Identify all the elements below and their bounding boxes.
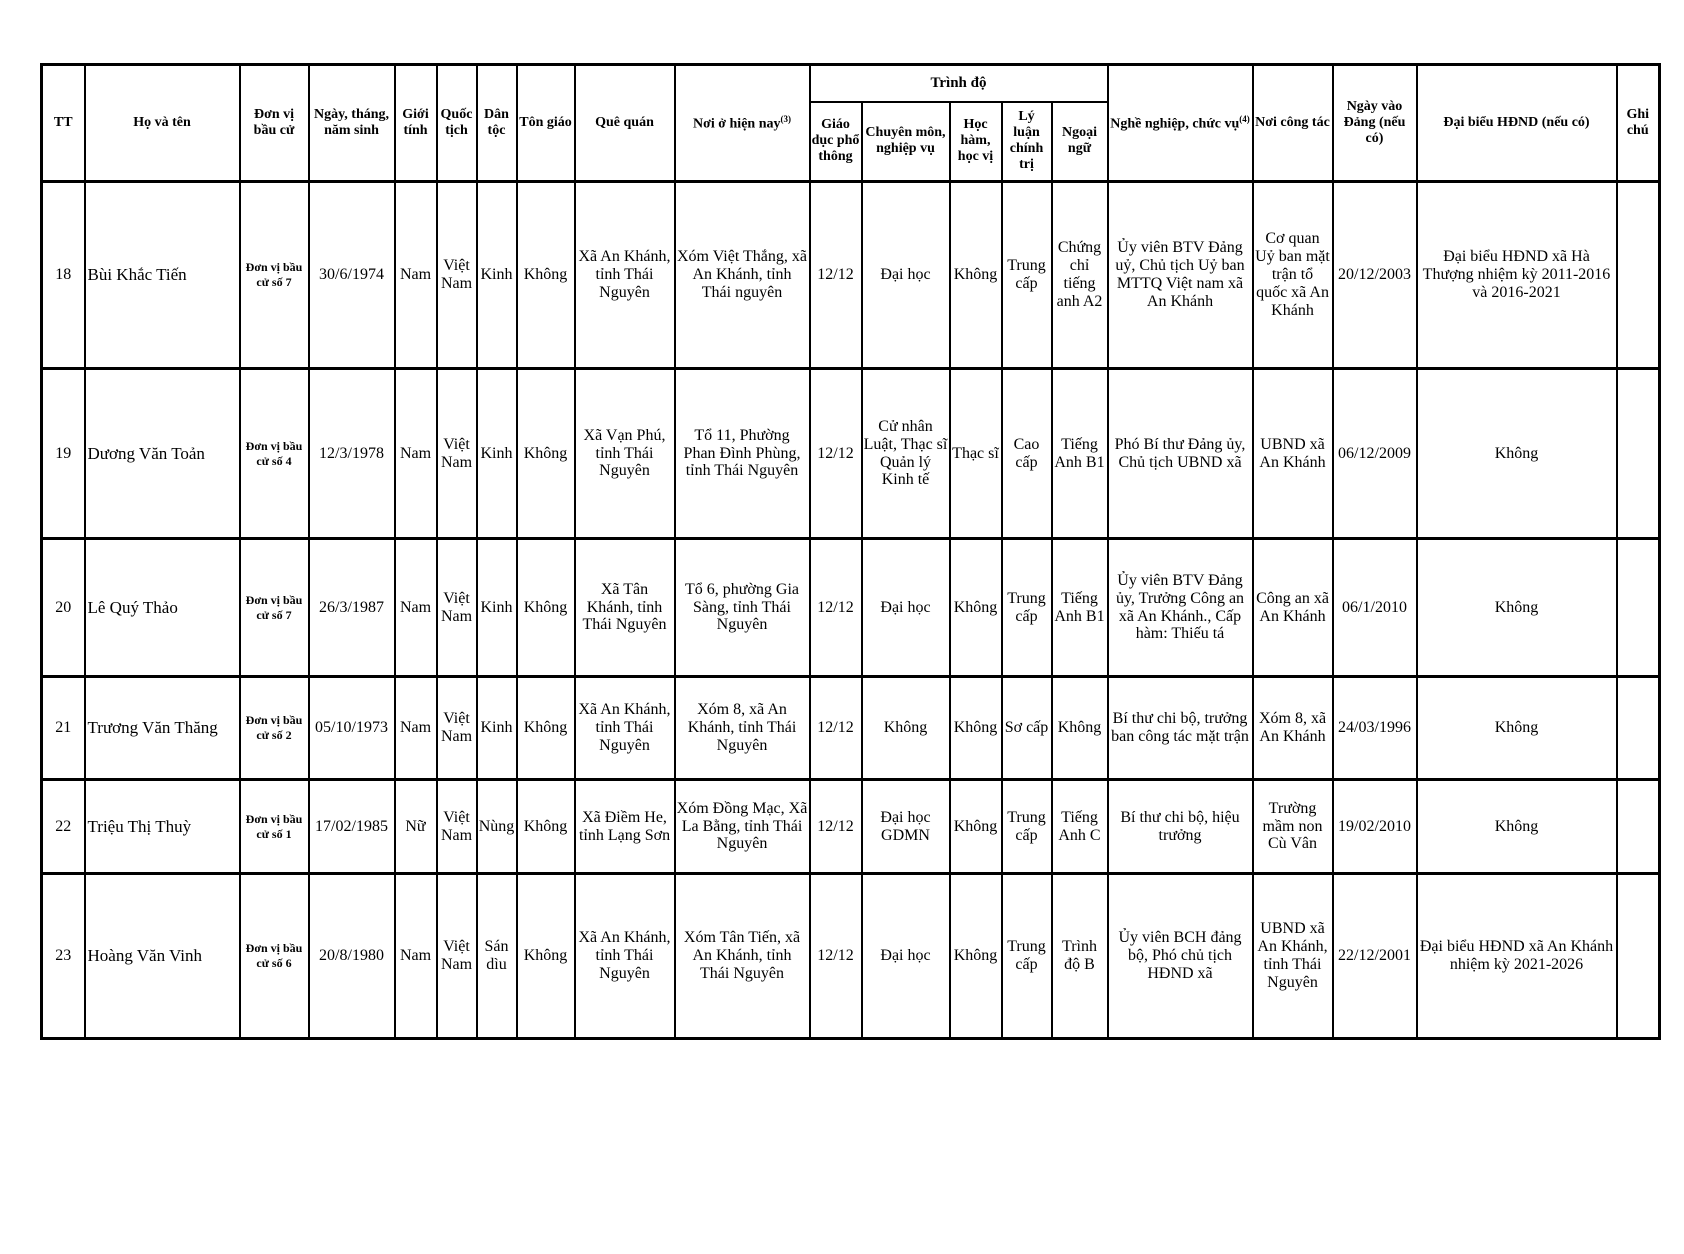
cell-religion: Không bbox=[517, 677, 575, 780]
cell-name: Triệu Thị Thuỳ bbox=[85, 780, 240, 874]
cell-name: Bùi Khắc Tiến bbox=[85, 182, 240, 369]
cell-nationality: Việt Nam bbox=[437, 780, 477, 874]
cell-academic: Không bbox=[950, 182, 1002, 369]
header-residence bbox=[675, 65, 810, 182]
cell-hometown: Xã An Khánh, tỉnh Thái Nguyên bbox=[575, 182, 675, 369]
cell-language: Tiếng Anh B1 bbox=[1052, 539, 1108, 677]
cell-workplace: Cơ quan Uỷ ban mặt trận tổ quốc xã An Khánh bbox=[1253, 182, 1333, 369]
cell-occupation: Ủy viên BTV Đảng uỷ, Chủ tịch Uỷ ban MTTQ Việt nam xã An Khánh bbox=[1108, 182, 1253, 369]
cell-academic: Thạc sĩ bbox=[950, 369, 1002, 539]
header-name: Họ và tên bbox=[85, 65, 240, 182]
cell-ethnicity: Sán dìu bbox=[477, 874, 517, 1039]
cell-nationality: Việt Nam bbox=[437, 182, 477, 369]
cell-dob: 20/8/1980 bbox=[309, 874, 395, 1039]
cell-nationality: Việt Nam bbox=[437, 369, 477, 539]
cell-unit: Đơn vị bầu cử số 1 bbox=[240, 780, 309, 874]
cell-workplace: Trường mầm non Cù Vân bbox=[1253, 780, 1333, 874]
header-language: Ngoại ngữ bbox=[1052, 102, 1108, 182]
header-academic: Học hàm, học vị bbox=[950, 102, 1002, 182]
cell-political: Trung cấp bbox=[1002, 182, 1052, 369]
cell-religion: Không bbox=[517, 539, 575, 677]
table-row bbox=[42, 780, 1660, 874]
cell-dob: 12/3/1978 bbox=[309, 369, 395, 539]
header-edu: Giáo dục phổ thông bbox=[810, 102, 862, 182]
cell-unit: Đơn vị bầu cử số 4 bbox=[240, 369, 309, 539]
cell-academic: Không bbox=[950, 780, 1002, 874]
table-row bbox=[42, 677, 1660, 780]
cell-occupation: Ủy viên BTV Đảng ủy, Trưởng Công an xã An Khánh., Cấp hàm: Thiếu tá bbox=[1108, 539, 1253, 677]
header-party-date: Ngày vào Đảng (nếu có) bbox=[1333, 65, 1417, 182]
cell-note bbox=[1617, 677, 1660, 780]
cell-ethnicity: Kinh bbox=[477, 182, 517, 369]
cell-occupation: Bí thư chi bộ, trưởng ban công tác mặt trận bbox=[1108, 677, 1253, 780]
header-unit: Đơn vị bầu cử bbox=[240, 65, 309, 182]
cell-unit: Đơn vị bầu cử số 7 bbox=[240, 539, 309, 677]
cell-residence: Xóm Tân Tiến, xã An Khánh, tỉnh Thái Nguyên bbox=[675, 874, 810, 1039]
cell-ethnicity: Nùng bbox=[477, 780, 517, 874]
header-occupation-label: Nghề nghiệp, chức vụ bbox=[1110, 116, 1240, 132]
cell-hometown: Xã An Khánh, tỉnh Thái Nguyên bbox=[575, 677, 675, 780]
cell-dob: 05/10/1973 bbox=[309, 677, 395, 780]
cell-ethnicity: Kinh bbox=[477, 677, 517, 780]
cell-unit: Đơn vị bầu cử số 6 bbox=[240, 874, 309, 1039]
cell-gender: Nam bbox=[395, 539, 437, 677]
cell-edu: 12/12 bbox=[810, 780, 862, 874]
cell-workplace: UBND xã An Khánh bbox=[1253, 369, 1333, 539]
table-row bbox=[42, 369, 1660, 539]
cell-professional: Đại học bbox=[862, 539, 950, 677]
cell-note bbox=[1617, 369, 1660, 539]
cell-unit: Đơn vị bầu cử số 2 bbox=[240, 677, 309, 780]
cell-dob: 30/6/1974 bbox=[309, 182, 395, 369]
table-body bbox=[42, 182, 1660, 1039]
cell-professional: Không bbox=[862, 677, 950, 780]
cell-residence: Xóm 8, xã An Khánh, tỉnh Thái Nguyên bbox=[675, 677, 810, 780]
cell-name: Dương Văn Toản bbox=[85, 369, 240, 539]
cell-professional: Cử nhân Luật, Thạc sĩ Quản lý Kinh tế bbox=[862, 369, 950, 539]
document-page bbox=[0, 63, 1684, 1040]
cell-language: Chứng chỉ tiếng anh A2 bbox=[1052, 182, 1108, 369]
cell-edu: 12/12 bbox=[810, 369, 862, 539]
cell-party-date: 19/02/2010 bbox=[1333, 780, 1417, 874]
cell-note bbox=[1617, 780, 1660, 874]
cell-residence: Tổ 11, Phường Phan Đình Phùng, tỉnh Thái Nguyên bbox=[675, 369, 810, 539]
cell-occupation: Ủy viên BCH đảng bộ, Phó chủ tịch HĐND xã bbox=[1108, 874, 1253, 1039]
table-row bbox=[42, 182, 1660, 369]
cell-hometown: Xã Tân Khánh, tỉnh Thái Nguyên bbox=[575, 539, 675, 677]
cell-delegate: Không bbox=[1417, 369, 1617, 539]
cell-tt: 20 bbox=[42, 539, 85, 677]
cell-religion: Không bbox=[517, 874, 575, 1039]
table-header bbox=[42, 65, 1660, 182]
cell-language: Tiếng Anh C bbox=[1052, 780, 1108, 874]
cell-political: Trung cấp bbox=[1002, 539, 1052, 677]
header-dob: Ngày, tháng, năm sinh bbox=[309, 65, 395, 182]
cell-gender: Nam bbox=[395, 182, 437, 369]
footnote-ref-3: (3) bbox=[780, 113, 791, 124]
cell-delegate: Đại biểu HĐND xã Hà Thượng nhiệm kỳ 2011-2016 và 2016-2021 bbox=[1417, 182, 1617, 369]
header-workplace: Nơi công tác bbox=[1253, 65, 1333, 182]
header-religion: Tôn giáo bbox=[517, 65, 575, 182]
header-nationality: Quốc tịch bbox=[437, 65, 477, 182]
cell-political: Trung cấp bbox=[1002, 874, 1052, 1039]
cell-professional: Đại học GDMN bbox=[862, 780, 950, 874]
cell-nationality: Việt Nam bbox=[437, 677, 477, 780]
header-delegate: Đại biểu HĐND (nếu có) bbox=[1417, 65, 1617, 182]
cell-workplace: UBND xã An Khánh, tỉnh Thái Nguyên bbox=[1253, 874, 1333, 1039]
cell-nationality: Việt Nam bbox=[437, 874, 477, 1039]
cell-party-date: 24/03/1996 bbox=[1333, 677, 1417, 780]
cell-residence: Tổ 6, phường Gia Sàng, tỉnh Thái Nguyên bbox=[675, 539, 810, 677]
cell-note bbox=[1617, 874, 1660, 1039]
header-residence-label: Nơi ở hiện nay bbox=[693, 116, 781, 132]
header-tt: TT bbox=[42, 65, 85, 182]
cell-language: Trình độ B bbox=[1052, 874, 1108, 1039]
cell-dob: 17/02/1985 bbox=[309, 780, 395, 874]
cell-note bbox=[1617, 182, 1660, 369]
cell-tt: 19 bbox=[42, 369, 85, 539]
cell-tt: 22 bbox=[42, 780, 85, 874]
table-row bbox=[42, 874, 1660, 1039]
cell-note bbox=[1617, 539, 1660, 677]
cell-edu: 12/12 bbox=[810, 677, 862, 780]
cell-delegate: Đại biểu HĐND xã An Khánh nhiệm kỳ 2021-2026 bbox=[1417, 874, 1617, 1039]
cell-political: Trung cấp bbox=[1002, 780, 1052, 874]
cell-ethnicity: Kinh bbox=[477, 539, 517, 677]
delegate-table bbox=[40, 63, 1661, 1040]
cell-residence: Xóm Đồng Mạc, Xã La Bằng, tỉnh Thái Nguyên bbox=[675, 780, 810, 874]
cell-edu: 12/12 bbox=[810, 182, 862, 369]
cell-tt: 23 bbox=[42, 874, 85, 1039]
header-gender: Giới tính bbox=[395, 65, 437, 182]
cell-language: Tiếng Anh B1 bbox=[1052, 369, 1108, 539]
cell-academic: Không bbox=[950, 539, 1002, 677]
cell-name: Trương Văn Thăng bbox=[85, 677, 240, 780]
cell-party-date: 20/12/2003 bbox=[1333, 182, 1417, 369]
header-ethnicity: Dân tộc bbox=[477, 65, 517, 182]
cell-delegate: Không bbox=[1417, 780, 1617, 874]
cell-hometown: Xã Điềm He, tỉnh Lạng Sơn bbox=[575, 780, 675, 874]
cell-academic: Không bbox=[950, 874, 1002, 1039]
cell-unit: Đơn vị bầu cử số 7 bbox=[240, 182, 309, 369]
header-qualification-group: Trình độ bbox=[810, 65, 1108, 102]
cell-political: Sơ cấp bbox=[1002, 677, 1052, 780]
cell-occupation: Phó Bí thư Đảng ủy, Chủ tịch UBND xã bbox=[1108, 369, 1253, 539]
cell-hometown: Xã Vạn Phú, tỉnh Thái Nguyên bbox=[575, 369, 675, 539]
cell-party-date: 06/1/2010 bbox=[1333, 539, 1417, 677]
header-political: Lý luận chính trị bbox=[1002, 102, 1052, 182]
cell-religion: Không bbox=[517, 182, 575, 369]
cell-nationality: Việt Nam bbox=[437, 539, 477, 677]
footnote-ref-4: (4) bbox=[1239, 113, 1250, 124]
cell-party-date: 06/12/2009 bbox=[1333, 369, 1417, 539]
cell-edu: 12/12 bbox=[810, 874, 862, 1039]
cell-tt: 18 bbox=[42, 182, 85, 369]
header-professional: Chuyên môn, nghiệp vụ bbox=[862, 102, 950, 182]
cell-delegate: Không bbox=[1417, 539, 1617, 677]
cell-professional: Đại học bbox=[862, 182, 950, 369]
cell-language: Không bbox=[1052, 677, 1108, 780]
cell-gender: Nam bbox=[395, 874, 437, 1039]
cell-party-date: 22/12/2001 bbox=[1333, 874, 1417, 1039]
cell-professional: Đại học bbox=[862, 874, 950, 1039]
cell-academic: Không bbox=[950, 677, 1002, 780]
cell-gender: Nữ bbox=[395, 780, 437, 874]
cell-name: Hoàng Văn Vinh bbox=[85, 874, 240, 1039]
cell-religion: Không bbox=[517, 780, 575, 874]
cell-residence: Xóm Việt Thắng, xã An Khánh, tỉnh Thái nguyên bbox=[675, 182, 810, 369]
cell-workplace: Xóm 8, xã An Khánh bbox=[1253, 677, 1333, 780]
cell-occupation: Bí thư chi bộ, hiệu trưởng bbox=[1108, 780, 1253, 874]
cell-ethnicity: Kinh bbox=[477, 369, 517, 539]
header-row-main bbox=[42, 65, 1660, 102]
cell-workplace: Công an xã An Khánh bbox=[1253, 539, 1333, 677]
cell-tt: 21 bbox=[42, 677, 85, 780]
header-note: Ghi chú bbox=[1617, 65, 1660, 182]
cell-delegate: Không bbox=[1417, 677, 1617, 780]
cell-religion: Không bbox=[517, 369, 575, 539]
cell-gender: Nam bbox=[395, 369, 437, 539]
cell-gender: Nam bbox=[395, 677, 437, 780]
cell-hometown: Xã An Khánh, tỉnh Thái Nguyên bbox=[575, 874, 675, 1039]
cell-edu: 12/12 bbox=[810, 539, 862, 677]
header-hometown: Quê quán bbox=[575, 65, 675, 182]
header-occupation bbox=[1108, 65, 1253, 182]
cell-name: Lê Quý Thảo bbox=[85, 539, 240, 677]
table-row bbox=[42, 539, 1660, 677]
cell-political: Cao cấp bbox=[1002, 369, 1052, 539]
cell-dob: 26/3/1987 bbox=[309, 539, 395, 677]
